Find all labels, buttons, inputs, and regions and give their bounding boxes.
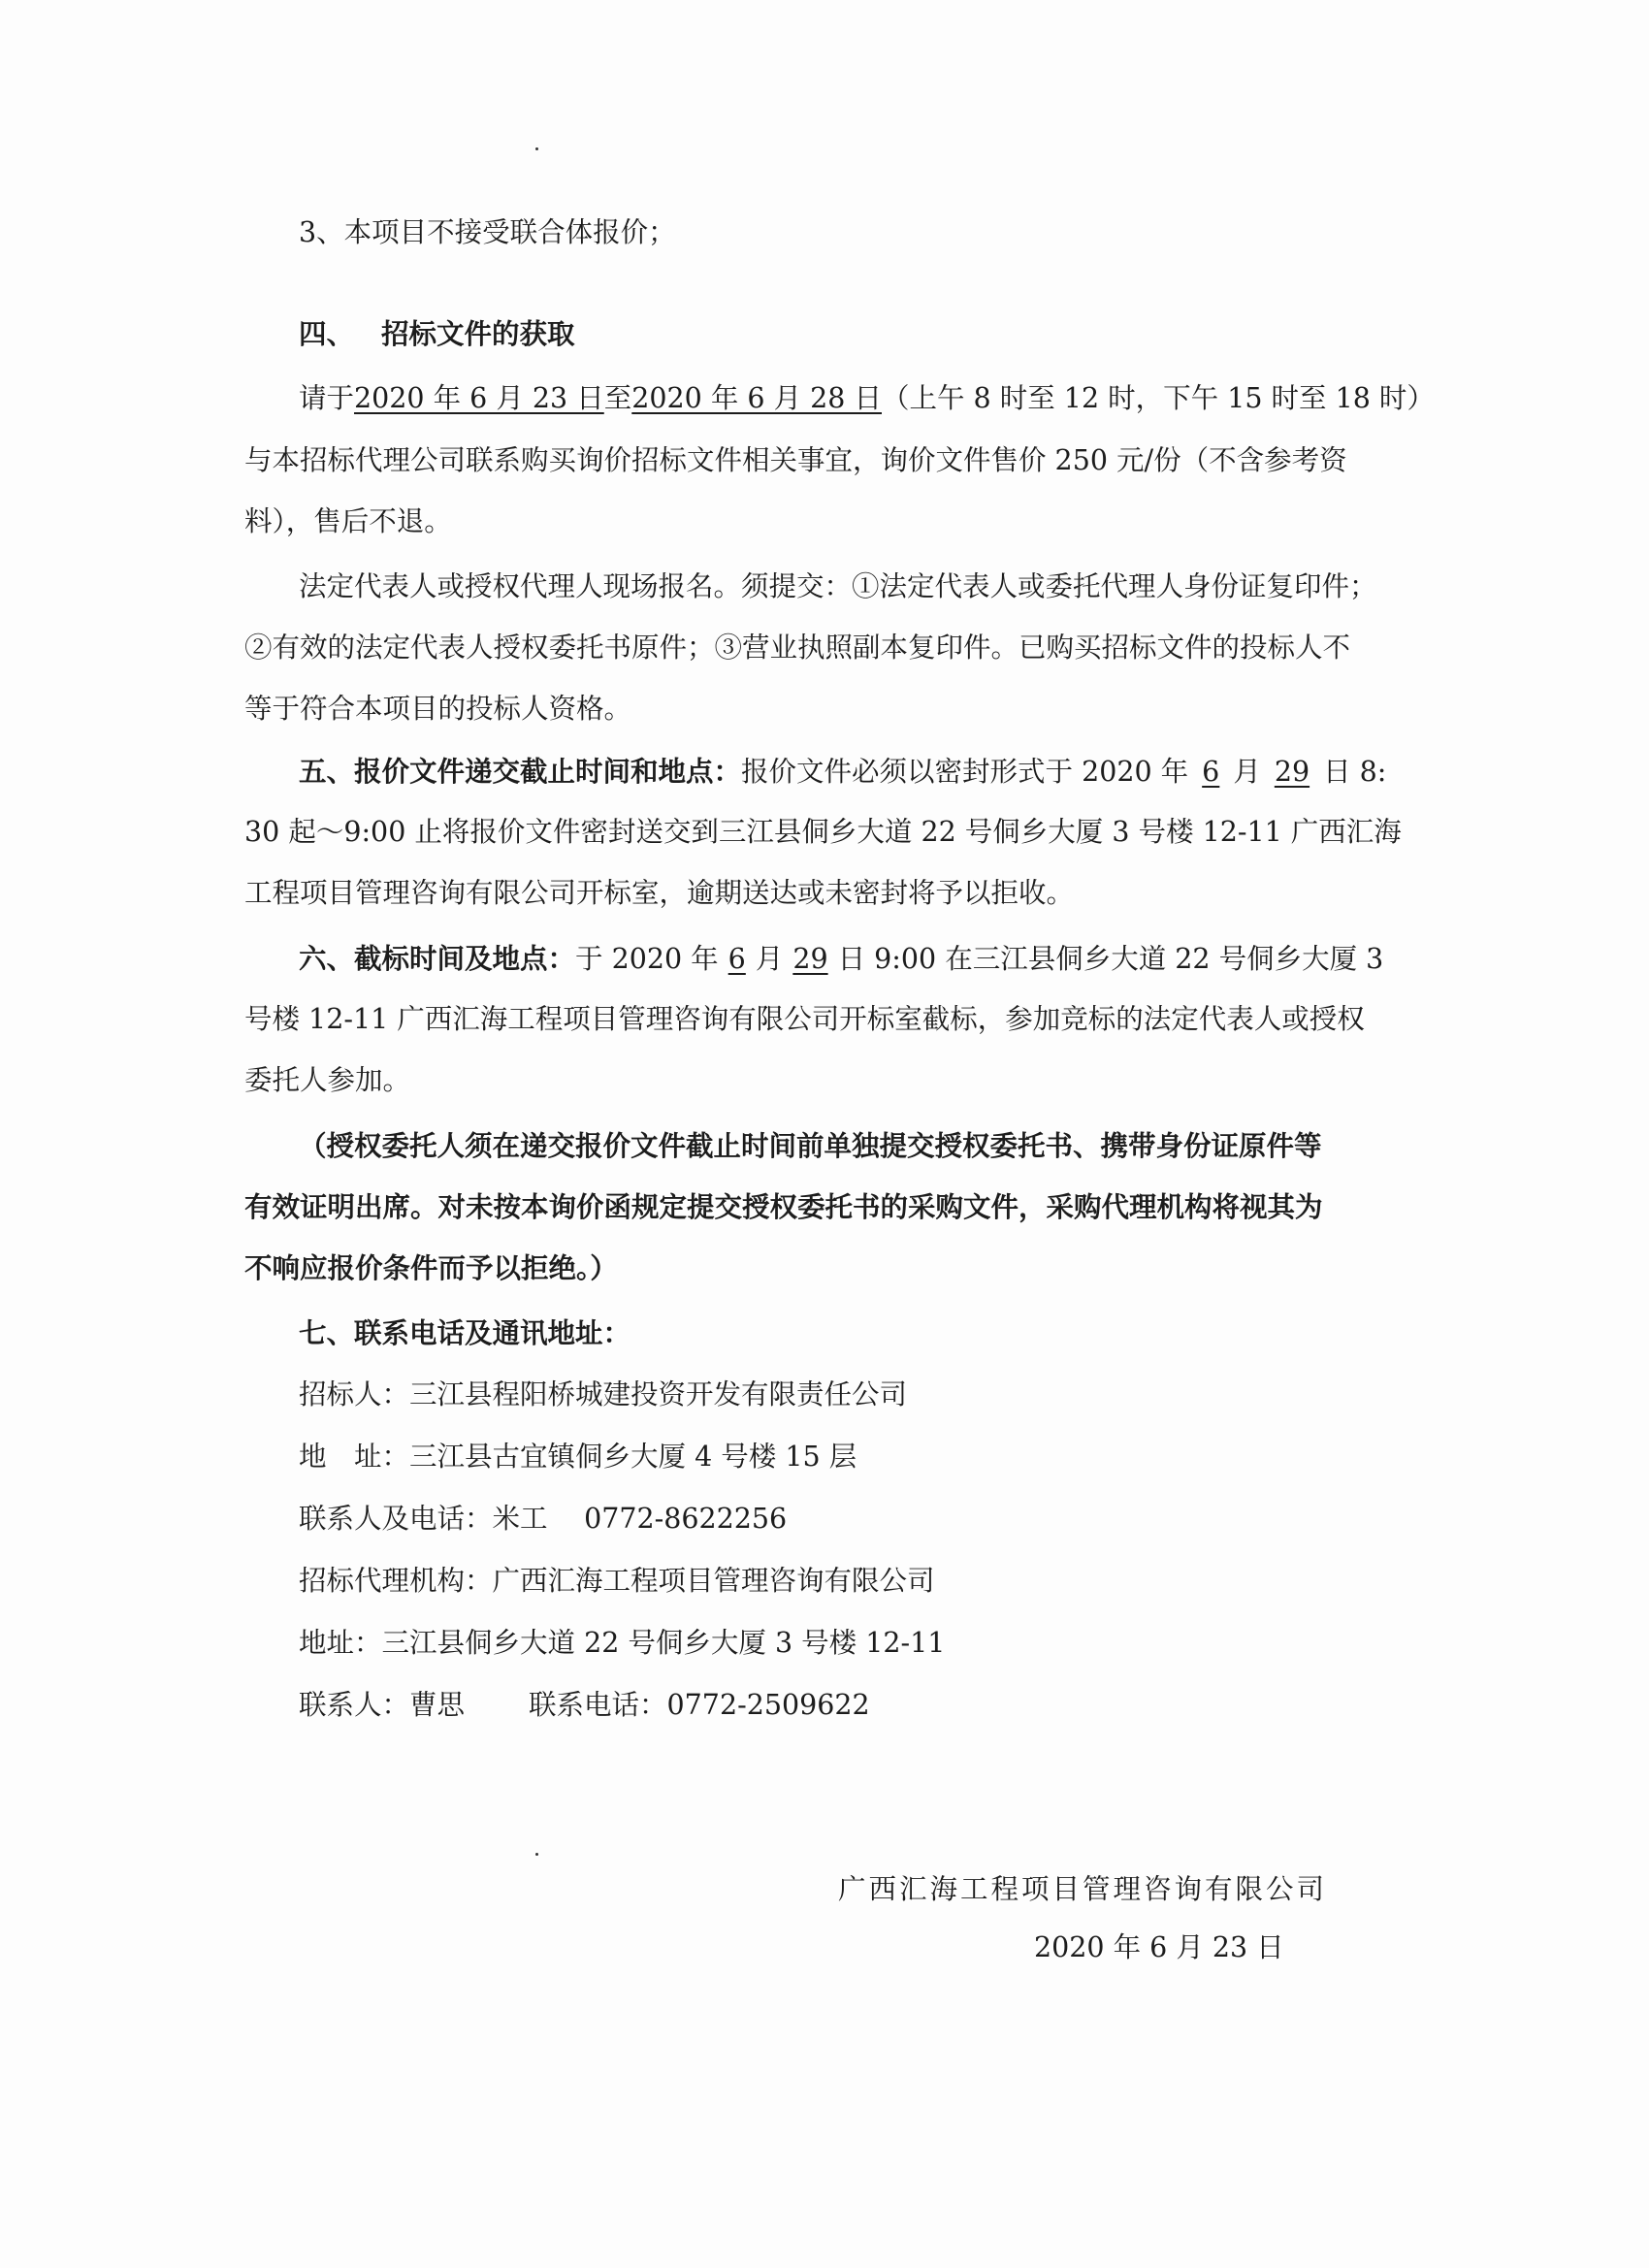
section-4-p2-line2: ②有效的法定代表人授权委托书原件；③营业执照副本复印件。已购买招标文件的投标人不 (244, 632, 1351, 664)
tenderer-contact: 米工 0772-8622256 (492, 1503, 788, 1535)
section-6-day: 29 (792, 943, 828, 975)
section-4-heading (299, 316, 575, 351)
section-4-p1-line1: 请于2020 年 6 月 23 日至2020 年 6 月 28 日（上午 8 时至 12 时，下午 15 时至 18 时） (299, 382, 1435, 414)
agency-address-line: 地址：三江县侗乡大道 22 号侗乡大厦 3 号楼 12-11 (299, 1627, 946, 1659)
section-4-p1-line3: 料），售后不退。 (244, 505, 452, 537)
tenderer-name: 三江县程阳桥城建投资开发有限责任公司 (409, 1378, 908, 1410)
item-3: 3、本项目不接受联合体报价； (299, 216, 676, 248)
section-4-p2-line3: 等于符合本项目的投标人资格。 (244, 693, 632, 725)
contact-line: 联系人及电话：米工 0772-8622256 (299, 1503, 788, 1535)
section-6-line3: 委托人参加。 (244, 1064, 411, 1096)
section-5-line2: 30 起～9:00 止将报价文件密封送交到三江县侗乡大道 22 号侗乡大厦 3 号楼 12-11 广西汇海 (244, 816, 1402, 848)
tenderer-line: 招标人：三江县程阳桥城建投资开发有限责任公司 (299, 1378, 908, 1410)
section-6-line1: 六、截标时间及地点：于 2020 年 6 月 29 日 9:00 在三江县侗乡大道 22 号侗乡大厦 3 (299, 942, 1384, 975)
section-5-day: 29 (1274, 756, 1310, 788)
date-from: 2020 年 6 月 23 日 (354, 382, 604, 414)
tenderer-address: 三江县古宜镇侗乡大厦 4 号楼 15 层 (409, 1441, 857, 1473)
section-4-number: 四、 (299, 317, 355, 350)
section-6-line2: 号楼 12-11 广西汇海工程项目管理咨询有限公司开标室截标，参加竞标的法定代表人或授权 (244, 1003, 1365, 1035)
section-4-p1-line2: 与本招标代理公司联系购买询价招标文件相关事宜，询价文件售价 250 元/份（不含参考资 (244, 444, 1347, 476)
section-4-p2-line1: 法定代表人或授权代理人现场报名。须提交：①法定代表人或委托代理人身份证复印件； (299, 570, 1377, 602)
agency-name: 广西汇海工程项目管理咨询有限公司 (492, 1565, 935, 1597)
agency-line: 招标代理机构：广西汇海工程项目管理咨询有限公司 (299, 1565, 935, 1597)
agency-phone: 0772-2509622 (666, 1689, 870, 1721)
agency-address: 三江县侗乡大道 22 号侗乡大厦 3 号楼 12-11 (381, 1627, 946, 1659)
scan-speck (535, 1853, 538, 1856)
scan-speck (535, 147, 538, 150)
agency-contact-line: 联系人：曹思 联系电话：0772-2509622 (299, 1689, 870, 1721)
agency-contact: 曹思 (409, 1689, 466, 1721)
section-6-month: 6 (728, 943, 746, 975)
note-line2: 有效证明出席。对未按本询价函规定提交授权委托书的采购文件，采购代理机构将视其为 (244, 1190, 1323, 1223)
note-line1: （授权委托人须在递交报价文件截止时间前单独提交授权委托书、携带身份证原件等 (299, 1129, 1322, 1162)
section-6-heading: 六、截标时间及地点： (299, 942, 576, 975)
signature-company: 广西汇海工程项目管理咨询有限公司 (838, 1873, 1328, 1905)
section-5-line3: 工程项目管理咨询有限公司开标室，逾期送达或未密封将予以拒收。 (244, 877, 1075, 909)
signature-date: 2020 年 6 月 23 日 (1034, 1931, 1284, 1963)
date-to: 2020 年 6 月 28 日 (631, 382, 882, 414)
section-7-heading: 七、联系电话及通讯地址： (299, 1316, 631, 1349)
section-5-month: 6 (1202, 756, 1220, 788)
section-5-heading: 五、报价文件递交截止时间和地点： (299, 755, 742, 788)
section-5-line1: 五、报价文件递交截止时间和地点：报价文件必须以密封形式于 2020 年 6 月 29 日 8: (299, 755, 1387, 788)
address-line: 地 址：三江县古宜镇侗乡大厦 4 号楼 15 层 (299, 1441, 857, 1473)
section-4-title: 招标文件的获取 (381, 317, 575, 350)
note-line3: 不响应报价条件而予以拒绝。） (244, 1251, 618, 1284)
